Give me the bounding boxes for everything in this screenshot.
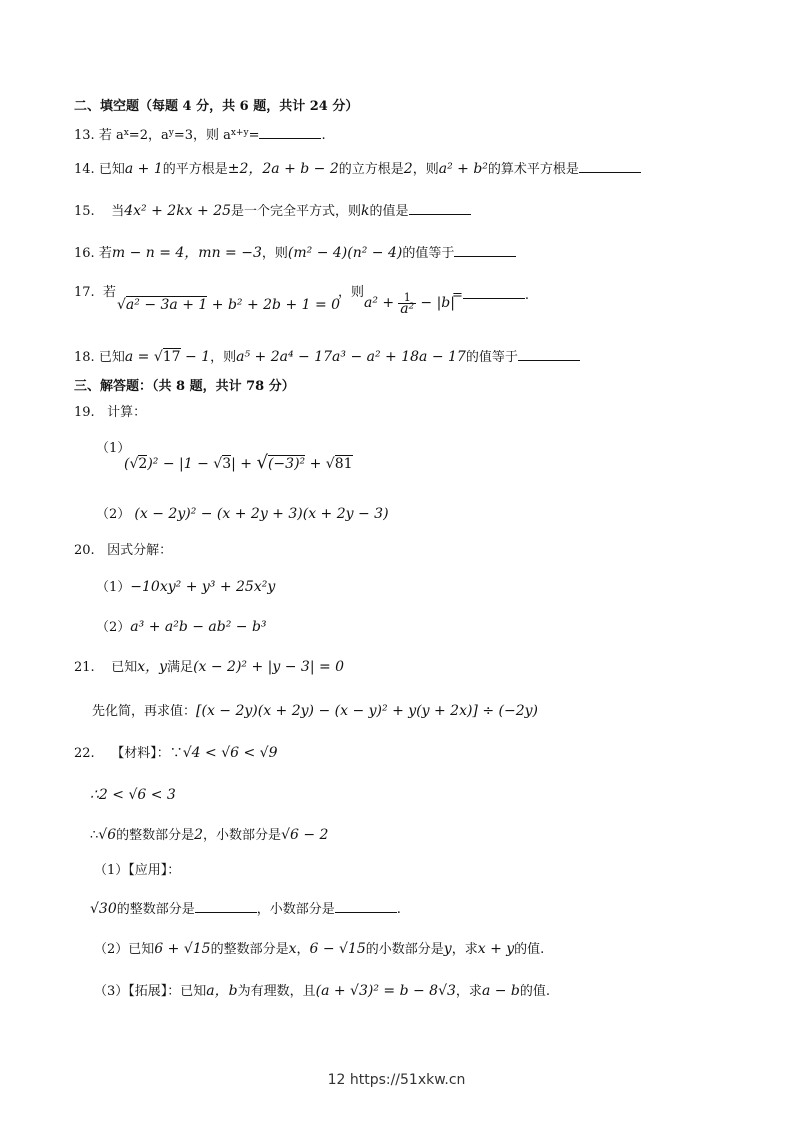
- q17-expression: a² + $\frac{1}{\text{a²}}$ − |b|: [364, 291, 455, 317]
- question-16: 16. 若m − n = 4，mn = −3，则(m² − 4)(n² − 4)的值等于: [74, 242, 516, 263]
- q19-part2: （2） (x − 2y)² − (x + 2y + 3)(x + 2y − 3): [96, 506, 389, 522]
- q19-number: 19.: [74, 405, 95, 420]
- q15-number: 15.: [74, 204, 95, 219]
- q19-part1-label: （1）: [96, 441, 131, 456]
- question-13: 13. 若 $a^x=2$，$a^y=3$，则 $a^{x+y}=$ .: [74, 124, 326, 145]
- q20-part2: （2）a³ + a²b − ab² − b³: [96, 619, 267, 635]
- q22-number: 22.: [74, 746, 95, 761]
- question-19: 19. 计算：: [74, 405, 147, 420]
- answer-blank[interactable]: [463, 284, 525, 299]
- answer-blank[interactable]: [335, 898, 397, 913]
- q16-number: 16.: [74, 246, 95, 261]
- q22-part3: （3）【拓展】：已知a，b为有理数，且(a + √3)² = b − 8√3，求a − b的值.: [94, 983, 551, 999]
- q22-part1-label: （1）【应用】：: [94, 863, 181, 878]
- q21-simplify: 先化简，再求值：[(x − 2y)(x + 2y) − (x − y)² + y(y + 2x)] ÷ (−2y): [92, 703, 538, 719]
- q20-part1: （1）−10xy² + y³ + 25x²y: [96, 579, 276, 595]
- question-18: 18. 已知a = √17 − 1，则a⁵ + 2a⁴ − 17a³ − a² + 18a − 17的值等于: [74, 346, 580, 367]
- q18-number: 18.: [74, 350, 95, 365]
- q21-number: 21.: [74, 660, 95, 675]
- q14-number: 14.: [74, 162, 95, 177]
- answer-blank[interactable]: [454, 242, 516, 257]
- answer-blank[interactable]: [518, 346, 580, 361]
- q22-line3: ∴√6的整数部分是2，小数部分是√6 − 2: [90, 827, 329, 843]
- question-20: 20. 因式分解：: [74, 543, 173, 558]
- q17-condition: √a² − 3a + 1 + b² + 2b + 1 = 0: [117, 297, 341, 313]
- q17-answer: = .: [452, 284, 529, 305]
- question-22: 22. 【材料】：∵√4 < √6 < √9: [74, 745, 278, 761]
- q22-part1: √30的整数部分是 ，小数部分是 .: [90, 898, 401, 919]
- q13-number: 13.: [74, 128, 95, 143]
- q17-then: ，则: [338, 285, 365, 300]
- q19-part1-expression: (√2)² − |1 − √3| + √(−3)² + √81: [124, 452, 353, 473]
- answer-blank[interactable]: [409, 200, 471, 215]
- page-footer: 12 https://51xkw.cn: [327, 1072, 466, 1088]
- answer-blank[interactable]: [579, 158, 641, 173]
- section-heading-fill: 二、填空题（每题 4 分，共 6 题，共计 24 分）: [74, 99, 359, 114]
- question-17: 17. 若: [74, 285, 116, 300]
- fraction: $\frac{1}{\text{a²}}$: [400, 291, 415, 317]
- q20-number: 20.: [74, 543, 95, 558]
- question-15: 15. 当4x² + 2kx + 25是一个完全平方式，则k的值是: [74, 200, 471, 221]
- question-14: 14. 已知a + 1的平方根是±2，2a + b − 2的立方根是2，则a² + b²的算术平方根是: [74, 158, 641, 179]
- q17-number: 17.: [74, 285, 95, 300]
- q22-part2: （2）已知6 + √15的整数部分是x，6 − √15的小数部分是y，求x + y的值.: [94, 941, 545, 957]
- question-21: 21. 已知x，y满足(x − 2)² + |y − 3| = 0: [74, 659, 345, 675]
- answer-blank[interactable]: [259, 124, 321, 139]
- section-heading-solve: 三、解答题：（共 8 题，共计 78 分）: [74, 379, 295, 394]
- answer-blank[interactable]: [195, 898, 257, 913]
- q22-line2: ∴2 < √6 < 3: [90, 787, 176, 803]
